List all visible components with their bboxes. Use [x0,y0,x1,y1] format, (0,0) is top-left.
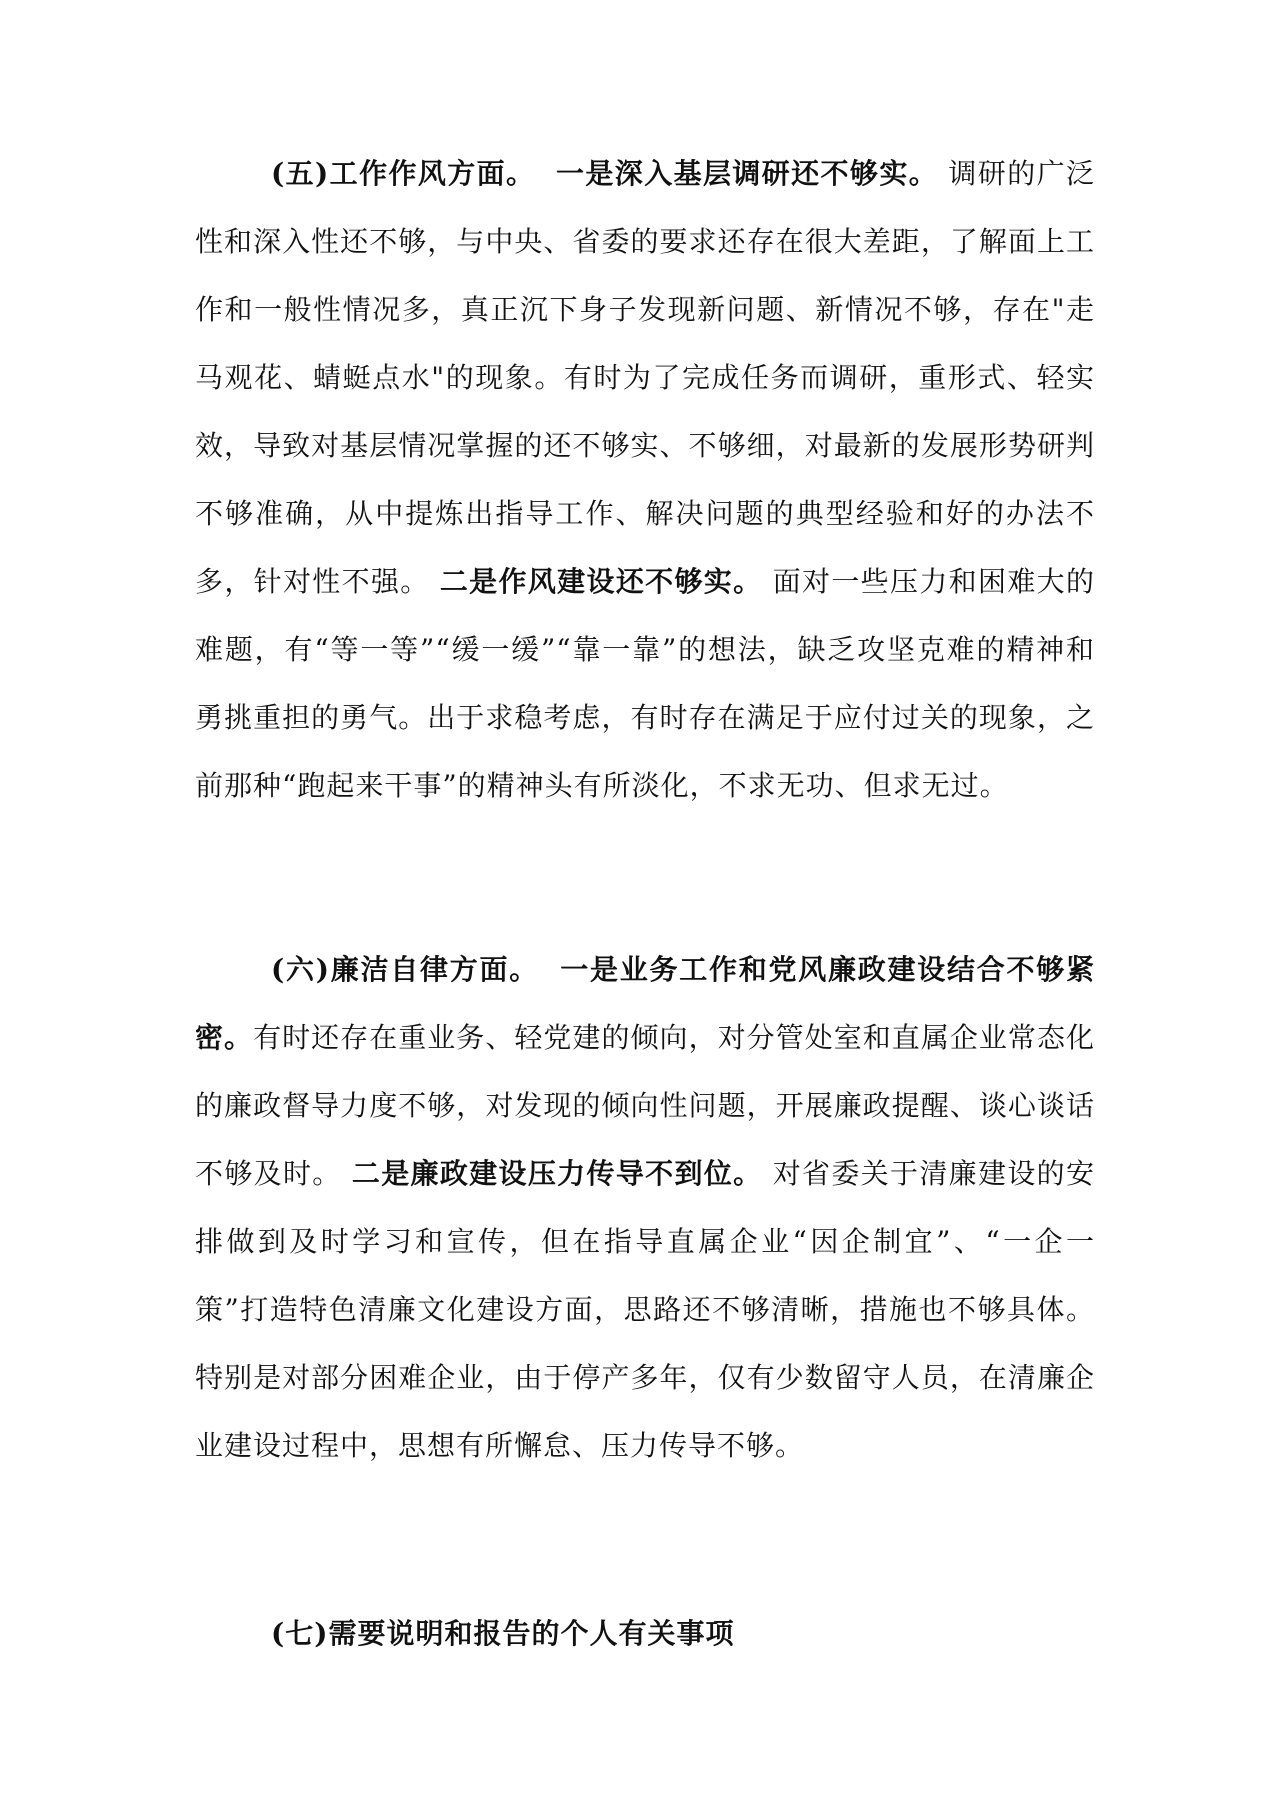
section-six-paragraph [195,936,1095,1480]
section-six-point1-title: 一是业务工作和党风廉政建设结合不够紧密。 [195,953,1095,1054]
section-six-heading: (六)廉洁自律方面。 [271,953,539,986]
section-seven-heading: (七)需要说明和报告的个人有关事项 [271,1617,735,1650]
section-five-heading: (五)工作作风方面。 [271,157,536,190]
document-page [195,140,1095,1668]
section-five-point1-body: 调研的广泛性和深入性还不够，与中央、省委的要求还存在很大差距，了解面上工作和一般性情况多，真正沉下身子发现新问题、新情况不够，存在"走马观花、蜻蜓点水"的现象。有时为了完成任务而调研，重形式、轻实效，导致对基层情况掌握的还不够实、不够细，对最新的发展形势研判不够准确，从中提炼出指导工作、解决问题的典型经验和好的办法不多，针对性不强。 [195,157,1095,598]
section-five-point2-title: 二是作风建设还不够实。 [439,565,763,598]
section-six-point2-title: 二是廉政建设压力传导不到位。 [351,1157,763,1190]
section-five-point2-body: 面对一些压力和困难大的难题，有“等一等”“缓一缓”“靠一靠”的想法，缺乏攻坚克难的精神和勇挑重担的勇气。出于求稳考虑，有时存在满足于应付过关的现象，之前那种“跑起来干事”的精神头有所淡化，不求无功、但求无过。 [195,565,1095,802]
section-seven-paragraph [195,1600,1095,1668]
section-six-point1-body: 有时还存在重业务、轻党建的倾向，对分管处室和直属企业常态化的廉政督导力度不够，对发现的倾向性问题，开展廉政提醒、谈心谈话不够及时。 [195,1021,1095,1190]
section-six-point2-body: 对省委关于清廉建设的安排做到及时学习和宣传，但在指导直属企业“因企制宜”、“一企一策”打造特色清廉文化建设方面，思路还不够清晰，措施也不够具体。特别是对部分困难企业，由于停产多年，仅有少数留守人员，在清廉企业建设过程中，思想有所懈怠、压力传导不够。 [195,1157,1095,1462]
section-five-point1-title: 一是深入基层调研还不够实。 [556,157,939,190]
section-five-paragraph [195,140,1095,820]
